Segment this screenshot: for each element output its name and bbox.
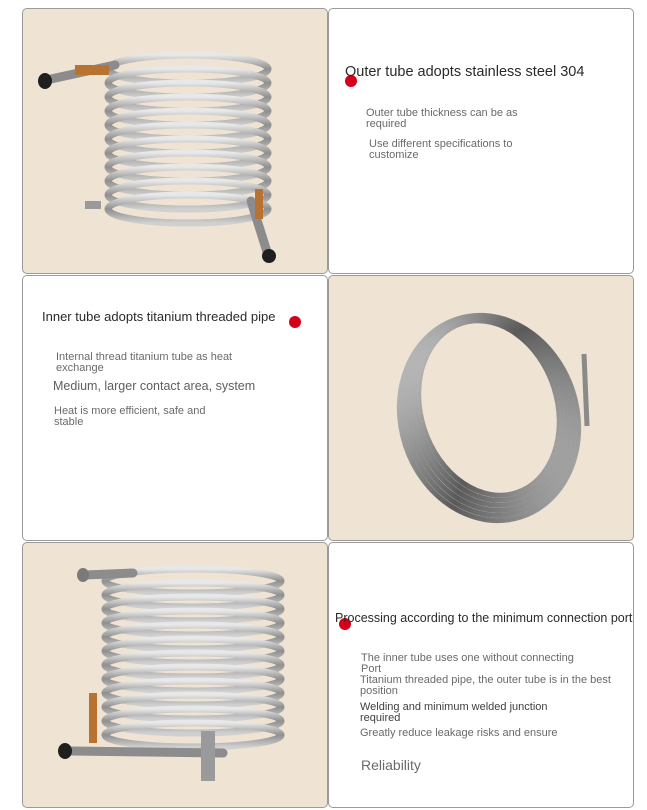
outer-tube-thickness-text: Outer tube thickness can be as required <box>366 107 518 130</box>
processing-info-panel <box>328 542 634 808</box>
inner-tube-info-panel <box>22 275 328 541</box>
best-position-text: Titanium threaded pipe, the outer tube is in the best position <box>360 674 611 697</box>
outer-tube-heading: Outer tube adopts stainless steel 304 <box>345 64 585 80</box>
inner-tube-heading: Inner tube adopts titanium threaded pipe <box>42 309 276 324</box>
thread-tube-text: Internal thread titanium tube as heat exchange <box>56 351 233 374</box>
reliability-text: Reliability <box>361 757 421 773</box>
welding-text: Welding and minimum welded junction required <box>360 701 548 724</box>
titanium-coil-image <box>329 276 634 541</box>
coil-photo-top <box>22 8 328 274</box>
leakage-text: Greatly reduce leakage risks and ensure <box>360 727 558 739</box>
contact-area-text: Medium, larger contact area, system <box>53 379 256 393</box>
connecting-port-text: The inner tube uses one without connecting Port <box>361 652 574 675</box>
stainless-coil-image <box>23 9 328 274</box>
coil-photo-middle <box>328 275 634 541</box>
efficiency-text: Heat is more efficient, safe and stable <box>54 405 206 428</box>
processing-heading: Processing according to the minimum connection port <box>335 611 633 625</box>
coil-photo-bottom <box>22 542 328 808</box>
heat-exchanger-coil-image <box>23 543 328 808</box>
red-dot-marker <box>289 316 301 328</box>
specifications-text: Use different specifications to customize <box>369 138 513 161</box>
outer-tube-info-panel <box>328 8 634 274</box>
